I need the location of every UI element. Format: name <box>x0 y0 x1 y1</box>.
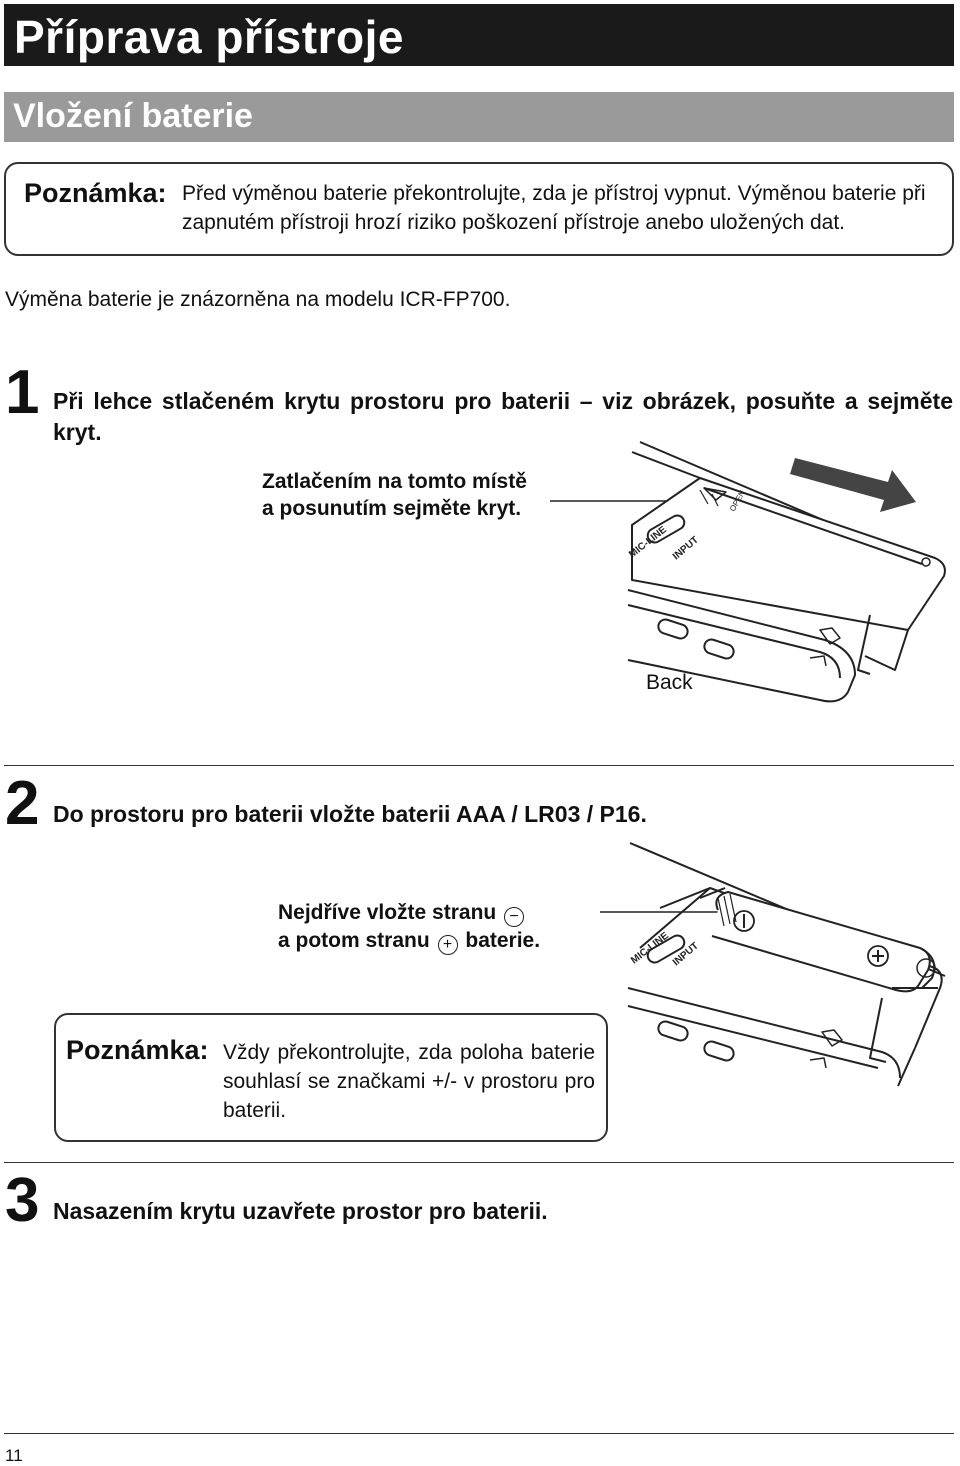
plus-symbol: + <box>438 935 458 955</box>
step-number-3: 3 <box>5 1166 40 1235</box>
step-1-callout-line-2: a posunutím sejměte kryt. <box>262 497 522 520</box>
figure-label-back: Back <box>646 671 693 694</box>
figure-insert-battery <box>600 838 956 1088</box>
figure-label-input: INPUT <box>670 534 701 563</box>
figure-label-mic-line: MIC-LINE <box>627 524 669 561</box>
step-1-text: Při lehce stlačeném krytu prostoru pro baterii – viz obrázek, posuňte a sejměte kryt. <box>53 388 953 445</box>
divider <box>4 765 954 766</box>
step-2-text: Do prostoru pro baterii vložte baterii AAA / LR03 / P16. <box>53 801 647 827</box>
note-text: Před výměnou baterie překontrolujte, zda je přístroj vypnut. Výměnou baterie při zapnutém přístroji hrozí riziko poškození přístroje anebo uložených dat. <box>182 182 926 234</box>
note-label: Poznámka: <box>66 1035 209 1065</box>
page-title: Příprava přístroje <box>14 11 404 63</box>
note-box-power-off <box>4 162 954 256</box>
page-number: 11 <box>5 1446 23 1465</box>
step-3-text: Nasazením krytu uzavřete prostor pro baterii. <box>53 1198 548 1224</box>
figure-label-input: INPUT <box>670 940 701 969</box>
minus-symbol: − <box>504 907 524 927</box>
page-title-bar <box>4 4 954 66</box>
section-heading: Vložení baterie <box>13 97 253 135</box>
section-heading-bar <box>4 92 954 142</box>
step-2-callout-line-2b: baterie. <box>465 929 541 952</box>
step-number-2: 2 <box>5 769 40 838</box>
step-2-callout <box>278 899 540 955</box>
battery <box>712 892 935 991</box>
footer-divider <box>4 1433 954 1434</box>
divider <box>4 1162 954 1163</box>
figure-label-mic-line: MIC-LINE <box>629 930 671 967</box>
note-text: Vždy překontrolujte, zda poloha baterie souhlasí se značkami +/- v prostoru pro baterii. <box>223 1041 595 1122</box>
step-number-1: 1 <box>5 358 40 427</box>
step-1-callout-line-1: Zatlačením na tomto místě <box>262 470 527 493</box>
note-label: Poznámka: <box>24 178 167 208</box>
intro-text: Výměna baterie je znázorněna na modelu ICR-FP700. <box>5 288 511 311</box>
figure-label-open: OPEN <box>727 488 748 513</box>
slide-direction-arrow <box>790 458 916 512</box>
step-2-callout-line-2a: a potom stranu <box>278 929 430 952</box>
note-box-polarity <box>54 1013 608 1142</box>
step-2-callout-line-1: Nejdříve vložte stranu <box>278 901 497 924</box>
